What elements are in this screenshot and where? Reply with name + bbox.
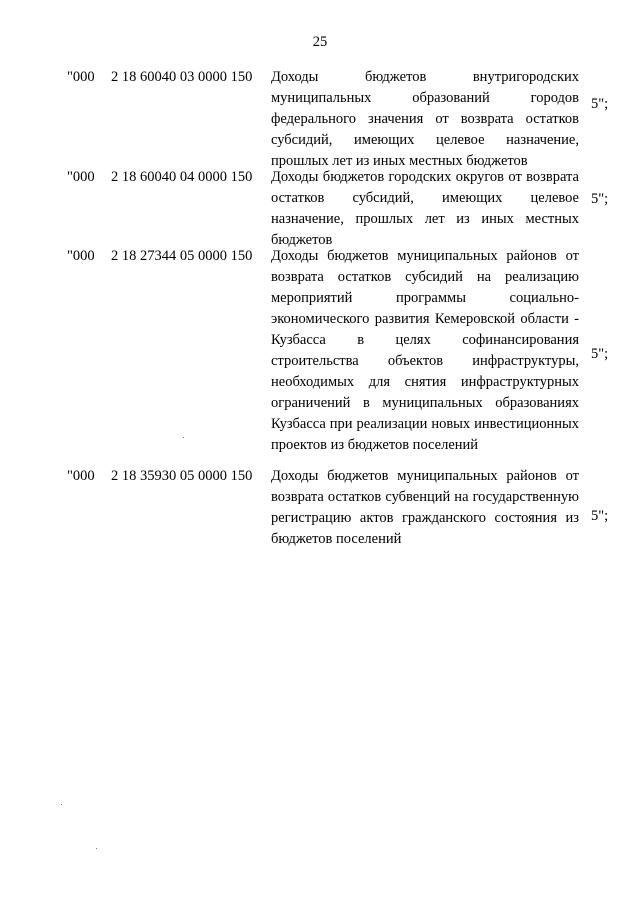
page-number: 25 [312,34,328,50]
admin-code: "000 [67,169,95,185]
revenue-description: Доходы бюджетов муниципальных районов от возврата остатков субвенций на государственную регистрацию актов гражданского состояния из бюджетов поселений [271,468,579,547]
allocation-norm: 5"; [591,346,609,362]
allocation-norm: 5"; [591,191,609,207]
revenue-description: Доходы бюджетов муниципальных районов от возврата остатков субсидий на реализацию мероприятий программы социально-экономического развития Кемеровской области - Кузбасса в целях софинансирования строительства объектов инфраструктуры, необходимых для снятия инфраструктурных ограничений в муниципальных образованиях Кузбасса при реализации новых инвестиционных проектов из бюджетов поселений [271,248,579,453]
revenue-code: 2 18 27344 05 0000 150 [111,248,253,264]
admin-code: "000 [67,69,95,85]
revenue-code: 2 18 60040 03 0000 150 [111,69,253,85]
scan-speck [61,804,62,805]
admin-code: "000 [67,248,95,264]
revenue-description: Доходы бюджетов городских округов от возврата остатков субсидий, имеющих целевое назначение, прошлых лет из иных местных бюджетов [271,169,579,248]
admin-code: "000 [67,468,95,484]
scan-speck [183,437,184,438]
revenue-code: 2 18 35930 05 0000 150 [111,468,253,484]
scan-speck [96,848,97,849]
revenue-description: Доходы бюджетов внутригородских муниципальных образований городов федерального значения от возврата остатков субсидий, имеющих целевое назначение, прошлых лет из иных местных бюджетов [271,69,579,169]
allocation-norm: 5"; [591,96,609,112]
revenue-code: 2 18 60040 04 0000 150 [111,169,253,185]
allocation-norm: 5"; [591,508,609,524]
